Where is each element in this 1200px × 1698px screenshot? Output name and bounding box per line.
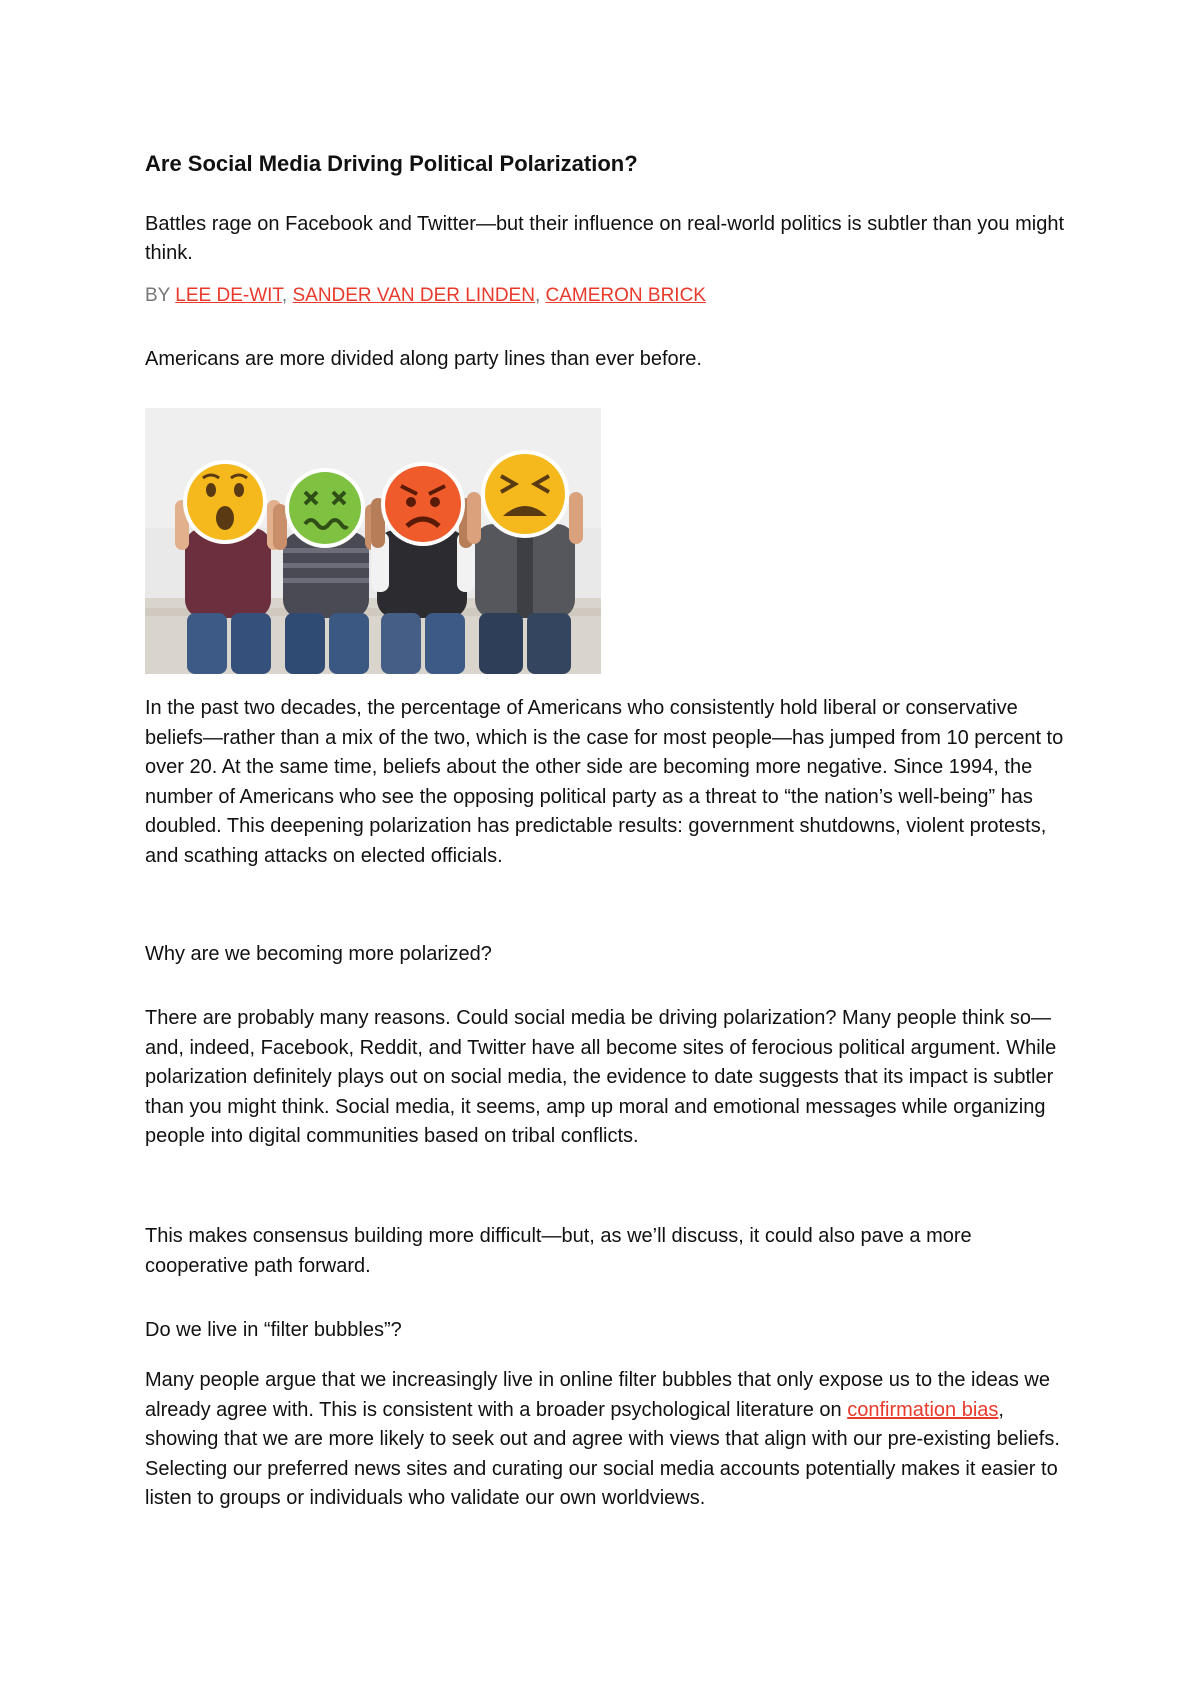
- section-question-polarized: Why are we becoming more polarized?: [145, 943, 492, 965]
- squinting-face-icon: [481, 450, 569, 538]
- byline-separator: ,: [534, 285, 546, 306]
- byline-prefix: BY: [145, 285, 176, 306]
- surprised-face-icon: [183, 460, 267, 544]
- author-link-lee-de-wit[interactable]: LEE DE-WIT: [175, 285, 282, 306]
- paragraph-4-text-before: Many people argue that we increasingly live in online filter bubbles that only expose us to the ideas we already agree with. This is consistent with a broader psychological literature on: [145, 1369, 1050, 1421]
- article-title: Are Social Media Driving Political Polarization?: [145, 151, 638, 176]
- confirmation-bias-link[interactable]: confirmation bias: [847, 1398, 999, 1421]
- paragraph-4: [145, 1366, 1065, 1514]
- paragraph-1: In the past two decades, the percentage of Americans who consistently hold liberal or conservative beliefs—rather than a mix of the two, which is the case for most people—has jumped from 10 percent to over 20. At the same time, beliefs about the other side are becoming more negative. Since 1994, the number of Americans who see the opposing political party as a threat to “the nation’s well-being” has doubled. This deepening polarization has predictable results: government shutdowns, violent protests, and scathing attacks on elected officials.: [145, 697, 1064, 867]
- emoji-people-illustration: [145, 408, 601, 674]
- angry-face-icon: [381, 462, 465, 546]
- article-subtitle: Battles rage on Facebook and Twitter—but their influence on real-world politics is subtler than you might think.: [145, 213, 1065, 264]
- byline: [145, 283, 706, 309]
- author-link-sander-van-der-linden[interactable]: SANDER VAN DER LINDEN: [292, 285, 535, 306]
- paragraph-3: This makes consensus building more difficult—but, as we’ll discuss, it could also pave a more cooperative path forward.: [145, 1225, 972, 1277]
- byline-separator: ,: [281, 285, 293, 306]
- hero-image: [145, 408, 601, 674]
- article-lead: Americans are more divided along party lines than ever before.: [145, 348, 702, 370]
- paragraph-2: There are probably many reasons. Could social media be driving polarization? Many people think so—and, indeed, Facebook, Reddit, and Twitter have all become sites of ferocious political argument. While polarization definitely plays out on social media, the evidence to date suggests that its impact is subtler than you might think. Social media, it seems, amp up moral and emotional messages while organizing people into digital communities based on tribal conflicts.: [145, 1007, 1057, 1147]
- section-question-filter-bubbles: Do we live in “filter bubbles”?: [145, 1319, 402, 1341]
- author-link-cameron-brick[interactable]: CAMERON BRICK: [545, 285, 706, 306]
- sick-face-icon: [285, 468, 365, 548]
- paragraph-4-text-after: , showing that we are more likely to seek out and agree with views that align with our pre-existing beliefs. Selecting our preferred news sites and curating our social media accounts potentially makes it easier to listen to groups or individuals who validate our own worldviews.: [145, 1398, 1060, 1509]
